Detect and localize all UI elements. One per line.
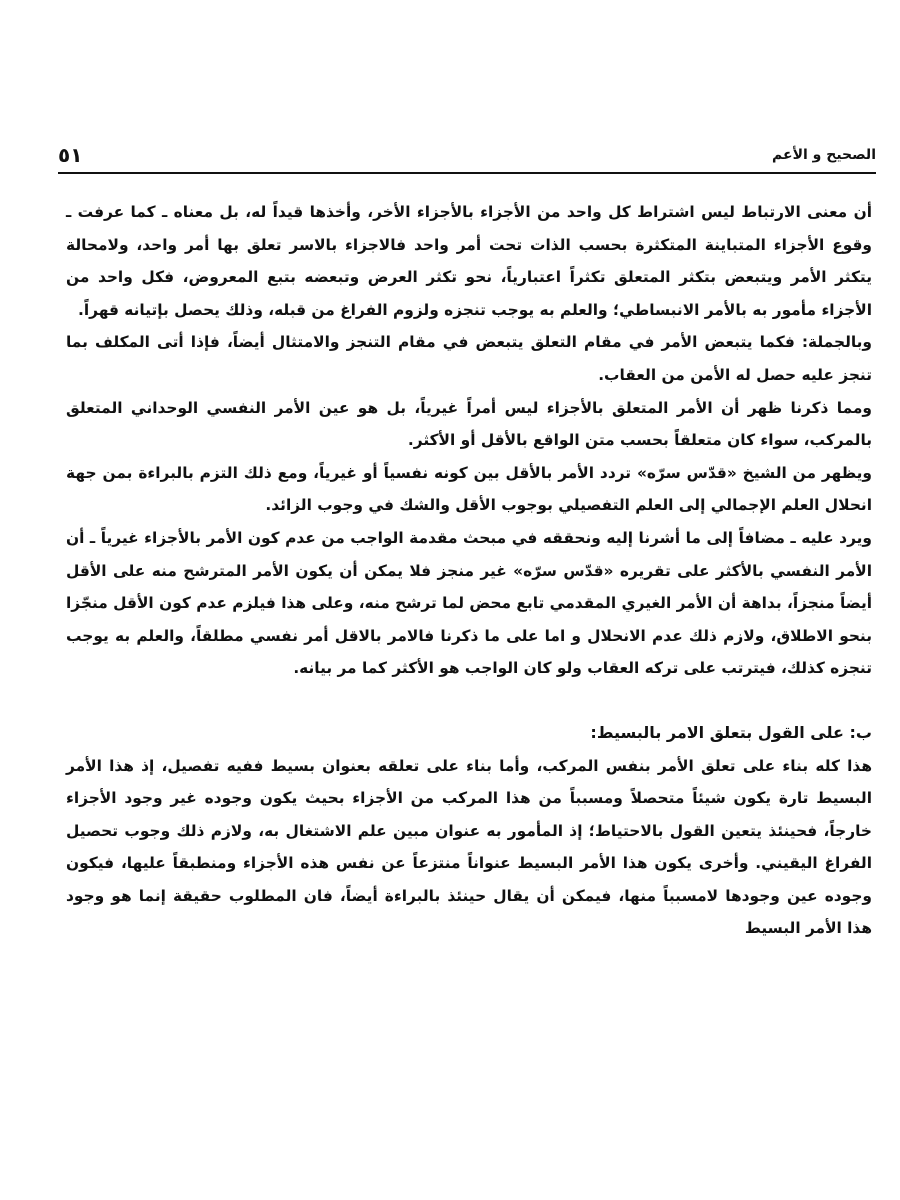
- paragraph-lead: هذا كله بناء على: [742, 756, 872, 775]
- running-title: الصحيح و الأعم: [772, 147, 876, 163]
- paragraph-4: ويظهر من الشيخ «قدّس سرّه» تردد الأمر بالأقل بين كونه نفسياً أو غيرياً، ومع ذلك التزم بالبراءة بمن جهة انحلال العلم الإجمالي إلى العلم التفصيلي بوجوب الأقل والشك في وجوب الزائد.: [66, 463, 872, 515]
- paragraph-lead: ومما ذكرنا ظهر: [747, 398, 872, 417]
- header-rule: [58, 172, 876, 174]
- paragraph-1: أن معنى الارتباط ليس اشتراط كل واحد من الأجزاء بالأجزاء الأخر، وأخذها قيداً له، بل معناه ـ كما عرفت ـ وقوع الأجزاء المتباينة المتكثرة بحسب الذات تحت أمر واحد فالاجزاء بالاسر تعلق بها أمر واحد، ولامحالة يتكثر الأمر ويتبعض بتكثر المتعلق تكثراً اعتبارياً، نحو تكثر العرض وتبعضه بتبع المعروض، فكل واحد من الأجزاء مأمور به بالأمر الانبساطي؛ والعلم به يوجب تنجزه ولزوم الفراغ من قبله، وذلك يحصل بإتيانه قهراً.: [66, 203, 872, 319]
- paragraph-5: ويرد عليه ـ مضافاً إلى ما أشرنا إليه ونحققه في مبحث مقدمة الواجب من عدم كون الأمر بالأجزاء غيرياً ـ أن الأمر النفسي بالأكثر على تقريره «قدّس سرّه» غير منجز فلا يمكن أن يكون الأمر المترشح منه على الأقل أيضاً منجزاً، بداهة أن الأمر الغيري المقدمي تابع محض لما ترشح منه، وعلى هذا فيلزم عدم كون الأقل منجّزا بنحو الاطلاق، ولازم ذلك عدم الانحلال و اما على ما ذكرنا فالامر بالاقل أمر نفسي مطلقاً، والعلم به يوجب تنجزه كذلك، فيترتب على تركه العقاب ولو كان الواجب هو الأكثر كما مر بيانه.: [66, 528, 872, 678]
- paragraph-3: ومما ذكرنا ظهر أن الأمر المتعلق بالأجزاء ليس أمراً غيرياً، بل هو عين الأمر النفسي الوحداني المتعلق بالمركب، سواء كان متعلقاً بحسب متن الواقع بالأقل أو الأكثر.: [66, 398, 872, 450]
- paragraph-2: وبالجملة: فكما يتبعض الأمر في مقام التعلق يتبعض في مقام التنجز والامتثال أيضاً، فإذا أتى المكلف بما تنجز عليه حصل له الأمن من العقاب.: [66, 333, 872, 384]
- page-header: [58, 138, 876, 172]
- main-text: [66, 196, 872, 945]
- section-paragraph: هذا كله بناء على تعلق الأمر بنفس المركب، وأما بناء على تعلقه بعنوان بسيط ففيه تفصيل، إذ هذا الأمر البسيط تارة يكون شيئاً متحصلاً ومسبباً من هذا المركب من الأجزاء بحيث يكون وجوده غير وجود الأجزاء خارجاً، فحينئذ يتعين القول بالاحتياط؛ إذ المأمور به عنوان مبين علم الاشتغال به، ولازم ذلك وجوب تحصيل الفراغ اليقيني. وأخرى يكون هذا الأمر البسيط عنواناً منتزعاً عن نفس هذه الأجزاء ومنطبقاً عليها، فيكون وجوده عين وجودها لامسبباً منها، فيمكن أن يقال حينئذ بالبراءة أيضاً، فان المطلوب حقيقة إنما هو وجود هذا الأمر البسيط: [66, 756, 872, 938]
- page-number: ٥١: [58, 143, 83, 167]
- paragraph-lead: ويرد عليه: [801, 528, 872, 547]
- section-heading: ب: على القول بتعلق الامر بالبسيط:: [590, 722, 872, 742]
- paragraph-lead: وبالجملة:: [801, 333, 872, 352]
